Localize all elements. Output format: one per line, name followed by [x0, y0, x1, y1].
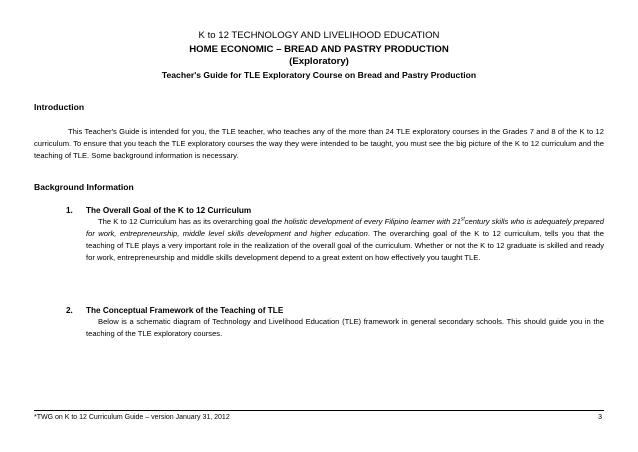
header-line-4: Teacher's Guide for TLE Exploratory Course on Bread and Pastry Production — [161, 70, 477, 80]
introduction-heading: Introduction — [34, 102, 85, 112]
item-1-italic-b: century skills who is adequately prepared for work, entrepreneurship, middle level skills development and higher education — [86, 217, 604, 238]
introduction-paragraph: This Teacher's Guide is intended for you, the TLE teacher, who teaches any of the more than 24 TLE exploratory courses in the Grades 7 and 8 of the K to 12 curriculum. To ensure that you teach the TLE exploratory courses the way they were intended to be taught, you must see the big picture of the K to 12 curriculum and the teaching of TLE. Some background information is necessary. — [34, 127, 604, 160]
item-1-paragraph — [86, 216, 604, 264]
item-1-superscript: st — [460, 216, 465, 223]
item-1-text-b: . The overarching goal of the K to 12 curriculum, tells you that the teaching of TLE plays a very important role in the realization of the overall goal of the curriculum. Whether or not the K to 12 graduate is skilled and ready for work, entrepreneurship and middle skills development depend to a great extent on how effectively you taught TLE. — [86, 229, 604, 262]
header-line-2: HOME ECONOMIC – BREAD AND PASTRY PRODUCTION — [189, 44, 449, 55]
item-1-heading — [66, 206, 251, 215]
background-heading: Background Information — [34, 182, 134, 192]
header-line-1: K to 12 TECHNOLOGY AND LIVELIHOOD EDUCATION — [198, 30, 440, 41]
footer-divider — [34, 410, 604, 411]
page-number: 3 — [598, 414, 602, 421]
item-1-title: The Overall Goal of the K to 12 Curriculum — [86, 206, 252, 215]
header-line-3: (Exploratory) — [289, 56, 349, 67]
footer-note: *TWG on K to 12 Curriculum Guide – version January 31, 2012 — [34, 414, 230, 421]
item-1-text-a: The K to 12 Curriculum has as its overarching goal — [98, 217, 272, 226]
item-2-number: 2. — [66, 306, 73, 315]
item-1-number: 1. — [66, 206, 73, 215]
item-2-paragraph: Below is a schematic diagram of Technology and Livelihood Education (TLE) framework in general secondary schools. This should guide you in the teaching of the TLE exploratory courses. — [86, 317, 604, 338]
item-1-italic-a: the holistic development of every Filipino learner with 21 — [271, 217, 461, 226]
item-2-heading — [66, 306, 283, 315]
item-2-title: The Conceptual Framework of the Teaching of TLE — [86, 306, 284, 315]
